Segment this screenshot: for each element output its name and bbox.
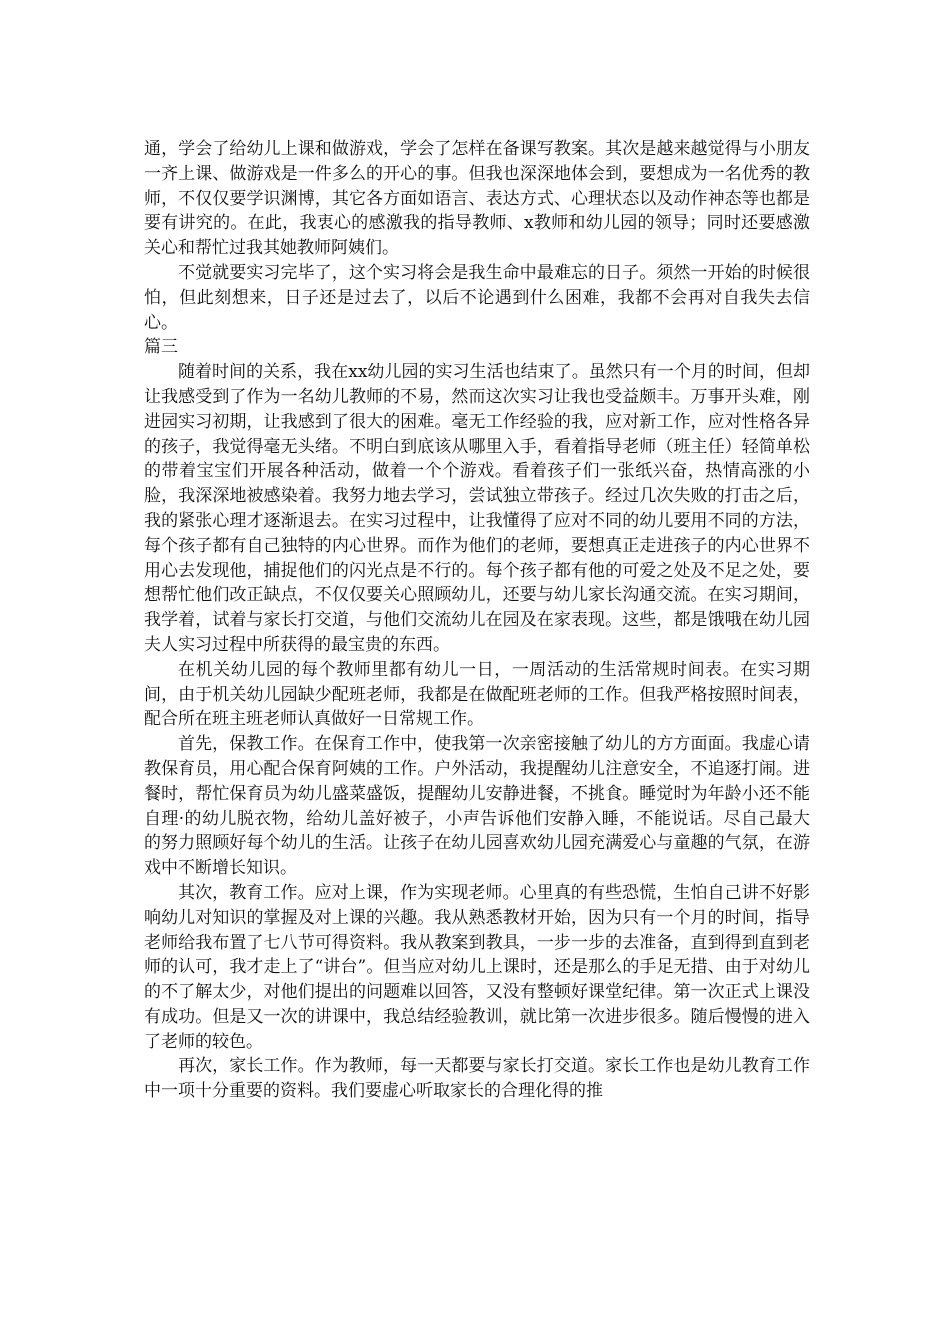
paragraph: 再次，家长工作。作为教师，每一天都要与家长打交道。家长工作也是幼儿教育工作中一项十分重要的资料。我们要虚心听取家长的合理化得的推: [144, 1056, 810, 1102]
paragraph: 首先，保教工作。在保育工作中，使我第一次亲密接触了幼儿的方方面面。我虚心请教保育员，用心配合保育阿姨的工作。户外活动，我提醒幼儿注意安全，不追逐打闹。进餐时，帮忙保育员为幼儿盛菜盛饭，提醒幼儿安静进餐，不挑食。睡觉时为年龄小还不能自理·的幼儿脱衣物，给幼儿盖好被子，小声告诉他们安静入睡，不能说话。尽自己最大的努力照顾好每个幼儿的生活。让孩子在幼儿园喜欢幼儿园充满爱心与童趣的气氛，在游戏中不断增长知识。: [144, 734, 810, 879]
paragraph: 不觉就要实习完毕了，这个实习将会是我生命中最难忘的日子。须然一开始的时候很怕，但此刻想来，日子还是过去了，以后不论遇到什么困难，我都不会再对自我失去信心。: [144, 262, 810, 333]
paragraph: 随着时间的关系，我在xx幼儿园的实习生活也结束了。虽然只有一个月的时间，但却让我感受到了作为一名幼儿教师的不易，然而这次实习让我也受益颇丰。万事开头难，刚进园实习初期，让我感到了很大的困难。毫无工作经验的我，应对新工作，应对性格各异的孩子，我觉得毫无头绪。不明白到底该从哪里入手，看着指导老师（班主任）轻简单松的带着宝宝们开展各种活动，做着一个个游戏。看着孩子们一张纸兴奋，热情高涨的小脸，我深深地被感染着。我努力地去学习，尝试独立带孩子。经过几次失败的打击之后，我的紧张心理才逐渐退去。在实习过程中，让我懂得了应对不同的幼儿要用不同的方法，每个孩子都有自己独特的内心世界。而作为他们的老师，要想真正走进孩子的内心世界不用心去发现他，捕捉他们的闪光点是不行的。每个孩子都有他的可爱之处及不足之处，要想帮忙他们改正缺点，不仅仅要关心照顾幼儿，还要与幼儿家长沟通交流。在实习期间，我学着，试着与家长打交道，与他们交流幼儿在园及在家表现。这些，都是饿哦在幼儿园夫人实习过程中所获得的最宝贵的东西。: [144, 362, 810, 655]
paragraph: 其次，教育工作。应对上课，作为实现老师。心里真的有些恐慌，生怕自己讲不好影响幼儿对知识的掌握及对上课的兴趣。我从熟悉教材开始，因为只有一个月的时间，指导老师给我布置了七八节可得资料。我从教案到教具，一步一步的去准备，直到得到直到老师的认可，我才走上了“讲台”。但当应对幼儿上课时，还是那么的手足无措、由于对幼儿的不了解太少，对他们提出的问题难以回答，又没有整顿好课堂纪律。第一次正式上课没有成功。但是又一次的讲课中，我总结经验教训，就比第一次进步很多。随后慢慢的进入了老师的较色。: [144, 882, 810, 1052]
paragraph: 在机关幼儿园的每个教师里都有幼儿一日，一周活动的生活常规时间表。在实习期间，由于机关幼儿园缺少配班老师，我都是在做配班老师的工作。但我严格按照时间表，配合所在班主班老师认真做好一日常规工作。: [144, 659, 810, 730]
paragraph-continued: 通，学会了给幼儿上课和做游戏，学会了怎样在备课写教案。其次是越来越觉得与小朋友一齐上课、做游戏是一件多么的开心的事。但我也深深地体会到，要想成为一名优秀的教师，不仅仅要学识渊博，其它各方面如语言、表达方式、心理状态以及动作神态等也都是要有讲究的。在此，我衷心的感激我的指导教师、x教师和幼儿园的领导；同时还要感激关心和帮忙过我其她教师阿姨们。: [144, 139, 810, 259]
section-heading: 篇三: [144, 337, 178, 358]
document-page: [144, 137, 810, 1104]
